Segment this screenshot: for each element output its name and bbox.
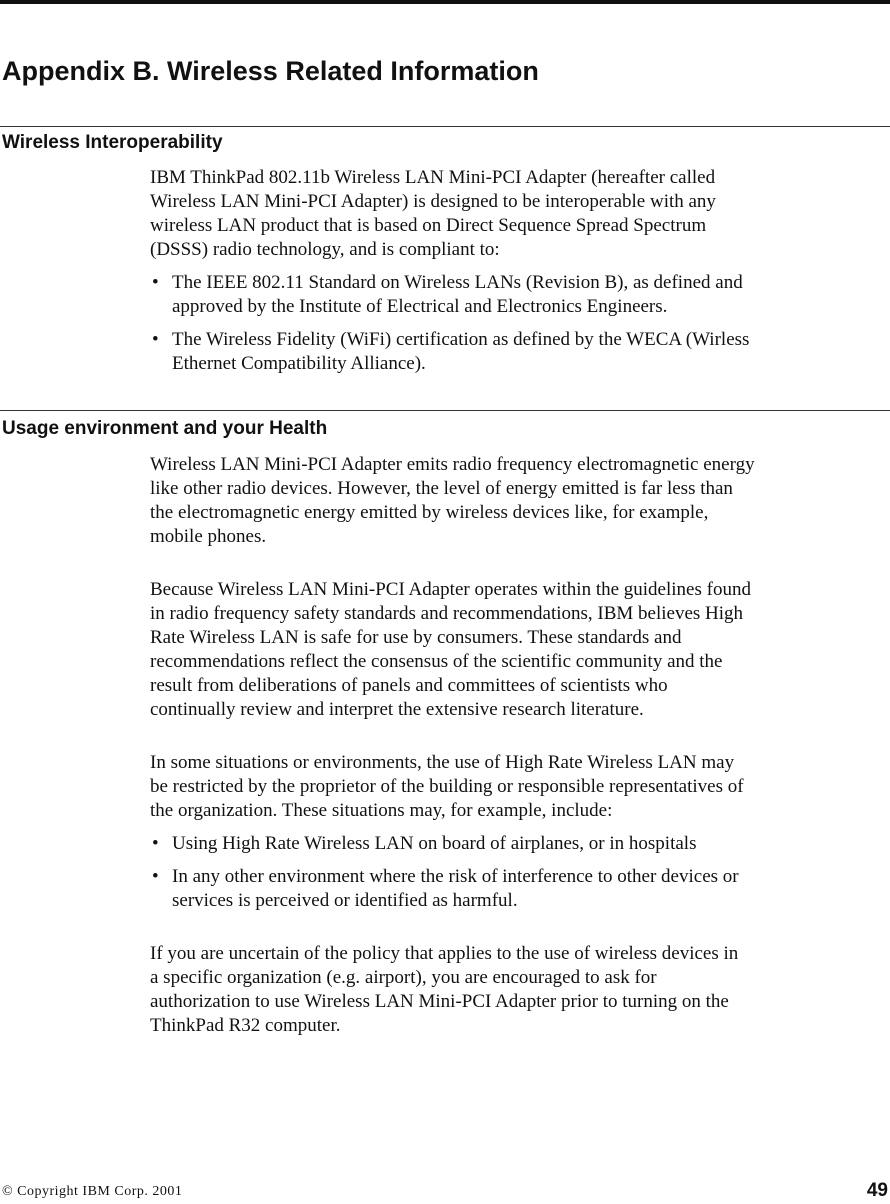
text-line: Rate Wireless LAN is safe for use by consumers. These standards and	[150, 627, 682, 648]
text-line: recommendations reflect the consensus of the scientific community and the	[150, 651, 723, 672]
bullet-icon: •	[152, 833, 159, 854]
top-rule	[0, 0, 890, 4]
section-body-wireless-interoperability	[150, 166, 890, 405]
text-line: mobile phones.	[150, 526, 267, 547]
text-line: The Wireless Fidelity (WiFi) certification as defined by the WECA (Wirless	[172, 329, 750, 350]
page-number: 49	[866, 1180, 888, 1201]
list-item	[150, 865, 890, 913]
bullet-icon: •	[152, 329, 159, 350]
paragraph	[150, 942, 890, 1038]
text-line: Because Wireless LAN Mini-PCI Adapter operates within the guidelines found	[150, 579, 751, 600]
list-item	[150, 832, 890, 856]
text-line: a specific organization (e.g. airport), you are encouraged to ask for	[150, 967, 657, 988]
section-heading: Usage environment and your Health	[2, 418, 328, 439]
bullet-list	[150, 832, 890, 913]
copyright-footer: © Copyright IBM Corp. 2001	[2, 1184, 183, 1199]
section-body-usage-environment	[150, 453, 890, 1067]
bullet-list	[150, 271, 890, 376]
list-item	[150, 328, 890, 376]
text-line: wireless LAN product that is based on Direct Sequence Spread Spectrum	[150, 215, 707, 236]
text-line: If you are uncertain of the policy that applies to the use of wireless devices in	[150, 943, 739, 964]
page-title: Appendix B. Wireless Related Information	[2, 56, 539, 86]
text-line: result from deliberations of panels and committees of scientists who	[150, 675, 668, 696]
text-line: ThinkPad R32 computer.	[150, 1015, 341, 1036]
text-line: approved by the Institute of Electrical and Electronics Engineers.	[172, 296, 668, 317]
section-heading: Wireless Interoperability	[2, 132, 223, 153]
text-line: (DSSS) radio technology, and is compliant to:	[150, 239, 500, 260]
text-line: Ethernet Compatibility Alliance).	[172, 353, 426, 374]
text-line: IBM ThinkPad 802.11b Wireless LAN Mini-PCI Adapter (hereafter called	[150, 167, 716, 188]
text-line: Wireless LAN Mini-PCI Adapter emits radio frequency electromagnetic energy	[150, 454, 755, 475]
paragraph	[150, 453, 890, 549]
list-item	[150, 271, 890, 319]
text-line: In some situations or environments, the use of High Rate Wireless LAN may	[150, 752, 735, 773]
text-line: services is perceived or identified as harmful.	[172, 890, 518, 911]
text-line: the organization. These situations may, for example, include:	[150, 800, 613, 821]
section-rule	[0, 126, 890, 127]
bullet-icon: •	[152, 272, 159, 293]
text-line: in radio frequency safety standards and recommendations, IBM believes High	[150, 603, 744, 624]
section-rule	[0, 410, 890, 411]
paragraph	[150, 578, 890, 722]
text-line: Using High Rate Wireless LAN on board of airplanes, or in hospitals	[172, 833, 697, 854]
text-line: authorization to use Wireless LAN Mini-PCI Adapter prior to turning on the	[150, 991, 729, 1012]
text-line: In any other environment where the risk of interference to other devices or	[172, 866, 739, 887]
text-line: The IEEE 802.11 Standard on Wireless LANs (Revision B), as defined and	[172, 272, 743, 293]
text-line: like other radio devices. However, the level of energy emitted is far less than	[150, 478, 733, 499]
text-line: the electromagnetic energy emitted by wireless devices like, for example,	[150, 502, 709, 523]
text-line: Wireless LAN Mini-PCI Adapter) is designed to be interoperable with any	[150, 191, 716, 212]
paragraph	[150, 166, 890, 262]
bullet-icon: •	[152, 866, 159, 887]
paragraph	[150, 751, 890, 823]
text-line: continually review and interpret the extensive research literature.	[150, 699, 644, 720]
text-line: be restricted by the proprietor of the building or responsible representatives of	[150, 776, 744, 797]
